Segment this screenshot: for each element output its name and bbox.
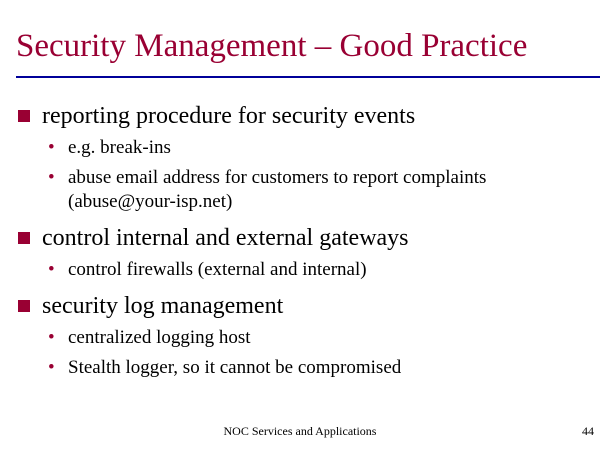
sub-bullet-item [48, 356, 488, 380]
square-bullet-icon [18, 300, 30, 312]
sub-bullet-text: control firewalls (external and internal) [68, 259, 367, 280]
page-number: 44 [582, 424, 594, 438]
title-divider [16, 76, 600, 78]
bullet-text: reporting procedure for security events [42, 103, 416, 129]
dot-bullet-icon: • [48, 259, 55, 280]
bullet-text: control internal and external gateways [42, 225, 409, 251]
sub-bullet-text: abuse email address for customers to report complaints (abuse@your-isp.net) [68, 167, 487, 212]
sub-bullet-text: Stealth logger, so it cannot be compromised [68, 357, 402, 378]
dot-bullet-icon: • [48, 167, 55, 188]
sub-bullet-item [48, 136, 488, 160]
dot-bullet-icon: • [48, 327, 55, 348]
sub-bullet-text: e.g. break-ins [68, 137, 171, 158]
slide-title: Security Management – Good Practice [16, 28, 528, 64]
bullet-item [42, 290, 600, 322]
bullet-item [42, 222, 600, 254]
footer-title: NOC Services and Applications [223, 424, 377, 438]
sub-bullet-item [48, 166, 488, 214]
bullet-list [0, 100, 600, 380]
square-bullet-icon [18, 110, 30, 122]
dot-bullet-icon: • [48, 357, 55, 378]
bullet-text: security log management [42, 293, 284, 319]
sub-bullet-item [48, 258, 488, 282]
sub-bullet-text: centralized logging host [68, 327, 251, 348]
sub-bullet-item [48, 326, 488, 350]
square-bullet-icon [18, 232, 30, 244]
dot-bullet-icon: • [48, 137, 55, 158]
bullet-item [42, 100, 600, 132]
